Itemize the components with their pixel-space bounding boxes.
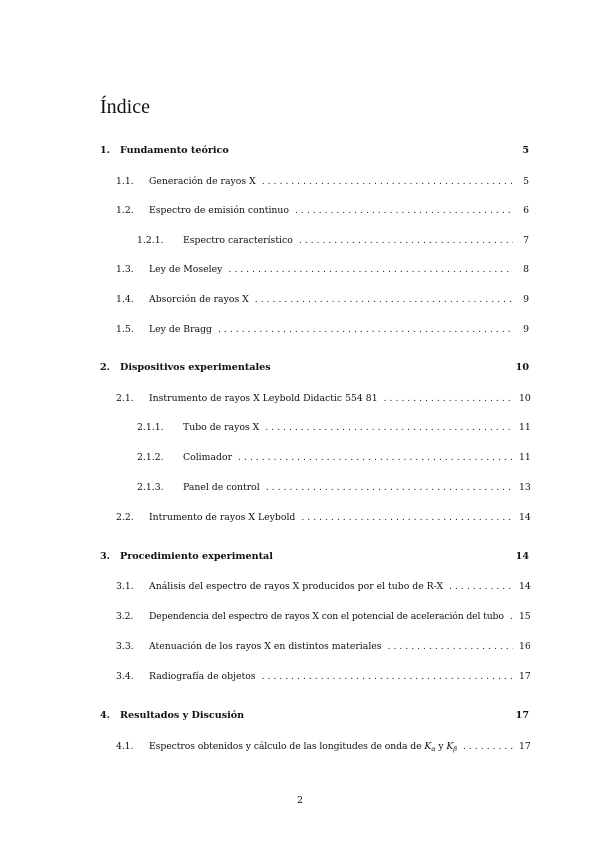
toc-number: 2.1.1. bbox=[137, 422, 164, 433]
toc-number: 1.3. bbox=[116, 264, 134, 275]
toc-title: Intrumento de rayos X Leybold bbox=[149, 512, 296, 523]
toc-leader-dots bbox=[266, 482, 513, 494]
toc-number: 1. bbox=[100, 145, 111, 156]
toc-page: 14 bbox=[519, 581, 531, 592]
toc-section-4-1[interactable] bbox=[116, 741, 529, 755]
toc-page: 6 bbox=[523, 205, 529, 216]
toc-chapter-3[interactable] bbox=[100, 551, 529, 563]
toc-chapter-1[interactable] bbox=[100, 145, 529, 157]
toc-title: Radiografía de objetos bbox=[149, 671, 256, 682]
toc-page: 8 bbox=[523, 264, 529, 275]
toc-title: Generación de rayos X bbox=[149, 176, 256, 187]
toc-number: 2. bbox=[100, 362, 111, 373]
toc-subsection-2-1-1[interactable] bbox=[137, 422, 529, 434]
toc-page: 17 bbox=[519, 671, 531, 682]
toc-leader-dots bbox=[388, 641, 513, 653]
toc-title: Instrumento de rayos X Leybold Didactic 554 81 bbox=[149, 393, 378, 404]
k-beta-symbol: $K_\beta$ bbox=[446, 741, 457, 753]
toc-leader-dots bbox=[295, 205, 513, 217]
toc-leader-dots bbox=[262, 671, 513, 683]
toc-section-3-1[interactable] bbox=[116, 581, 529, 593]
toc-number: 2.2. bbox=[116, 512, 134, 523]
toc-title: Ley de Bragg bbox=[149, 324, 213, 335]
toc-page: 17 bbox=[519, 741, 531, 752]
toc-number: 2.1.2. bbox=[137, 452, 164, 463]
toc-leader-dots bbox=[449, 581, 513, 593]
toc-number: 1.5. bbox=[116, 324, 134, 335]
toc-title: Dispositivos experimentales bbox=[120, 362, 271, 373]
k-alpha-symbol: $K_\alpha$ bbox=[424, 741, 436, 753]
toc-leader-dots bbox=[218, 324, 513, 336]
toc-section-1-4[interactable] bbox=[116, 294, 529, 306]
toc-leader-dots bbox=[463, 741, 513, 753]
toc-number: 3.1. bbox=[116, 581, 134, 592]
toc-number: 1.2. bbox=[116, 205, 134, 216]
toc-section-2-1[interactable] bbox=[116, 393, 529, 405]
toc-number: 1.1. bbox=[116, 176, 134, 187]
toc-title: Atenuación de los rayos X en distintos materiales bbox=[149, 641, 382, 652]
toc-title: Resultados y Discusión bbox=[120, 710, 245, 721]
toc-page: 13 bbox=[519, 482, 531, 493]
toc-leader-dots bbox=[262, 176, 513, 188]
toc-number: 2.1.3. bbox=[137, 482, 164, 493]
toc-page: 17 bbox=[515, 710, 529, 721]
toc-section-2-2[interactable] bbox=[116, 512, 529, 524]
toc-page: 10 bbox=[515, 362, 529, 373]
toc-page: 9 bbox=[523, 294, 529, 305]
toc-section-1-1[interactable] bbox=[116, 176, 529, 188]
toc-number: 4. bbox=[100, 710, 111, 721]
toc-chapter-4[interactable] bbox=[100, 710, 529, 722]
toc-page: 7 bbox=[523, 235, 529, 246]
toc-title: Espectro característico bbox=[183, 235, 293, 246]
toc-title-text: Espectros obtenidos y cálculo de las longitudes de onda de bbox=[149, 741, 422, 752]
toc-leader-dots bbox=[265, 422, 513, 434]
toc-leader-dots bbox=[299, 235, 513, 247]
toc-title: Absorción de rayos X bbox=[149, 294, 249, 305]
toc-page: 14 bbox=[519, 512, 531, 523]
toc-page: 11 bbox=[519, 422, 531, 433]
toc-title: Espectros obtenidos y cálculo de las longitudes de onda de $K_\alpha$ y $K_\beta$ bbox=[149, 741, 457, 753]
toc-title: Ley de Moseley bbox=[149, 264, 223, 275]
toc-page: 11 bbox=[519, 452, 531, 463]
toc-page: 5 bbox=[523, 176, 529, 187]
toc-title: Espectro de emisión continuo bbox=[149, 205, 290, 216]
toc-page: 5 bbox=[522, 145, 529, 156]
toc-title: Fundamento teórico bbox=[120, 145, 229, 156]
toc-heading: Índice bbox=[100, 96, 150, 118]
toc-leader-dots bbox=[301, 512, 513, 524]
toc-page: 10 bbox=[519, 393, 531, 404]
toc-number: 1.2.1. bbox=[137, 235, 164, 246]
toc-leader-dots bbox=[238, 452, 513, 464]
toc-leader-dots bbox=[384, 393, 513, 405]
toc-section-3-2[interactable] bbox=[116, 611, 529, 623]
toc-page: 16 bbox=[519, 641, 531, 652]
toc-subsection-1-2-1[interactable] bbox=[137, 235, 529, 247]
toc-number: 4.1. bbox=[116, 741, 134, 752]
toc-section-3-3[interactable] bbox=[116, 641, 529, 653]
toc-number: 3.3. bbox=[116, 641, 134, 652]
toc-number: 1.4. bbox=[116, 294, 134, 305]
toc-number: 3.2. bbox=[116, 611, 134, 622]
toc-number: 3.4. bbox=[116, 671, 134, 682]
toc-title: Análisis del espectro de rayos X producidos por el tubo de R-X bbox=[149, 581, 444, 592]
toc-number: 3. bbox=[100, 551, 111, 562]
toc-leader-dots bbox=[510, 611, 513, 623]
page-number: 2 bbox=[296, 795, 304, 806]
toc-section-3-4[interactable] bbox=[116, 671, 529, 683]
toc-title: Tubo de rayos X bbox=[183, 422, 260, 433]
toc-section-1-3[interactable] bbox=[116, 264, 529, 276]
toc-title: Panel de control bbox=[183, 482, 260, 493]
toc-section-1-2[interactable] bbox=[116, 205, 529, 217]
toc-page: 9 bbox=[523, 324, 529, 335]
toc-chapter-2[interactable] bbox=[100, 362, 529, 374]
toc-page: 14 bbox=[515, 551, 529, 562]
toc-number: 2.1. bbox=[116, 393, 134, 404]
toc-title: Dependencia del espectro de rayos X con el potencial de aceleración del tubo bbox=[149, 611, 504, 622]
toc-subsection-2-1-3[interactable] bbox=[137, 482, 529, 494]
toc-title: Colimador bbox=[183, 452, 233, 463]
toc-page: 15 bbox=[519, 611, 531, 622]
toc-title: Procedimiento experimental bbox=[120, 551, 273, 562]
toc-leader-dots bbox=[228, 264, 513, 276]
toc-section-1-5[interactable] bbox=[116, 324, 529, 336]
toc-leader-dots bbox=[255, 294, 513, 306]
toc-subsection-2-1-2[interactable] bbox=[137, 452, 529, 464]
